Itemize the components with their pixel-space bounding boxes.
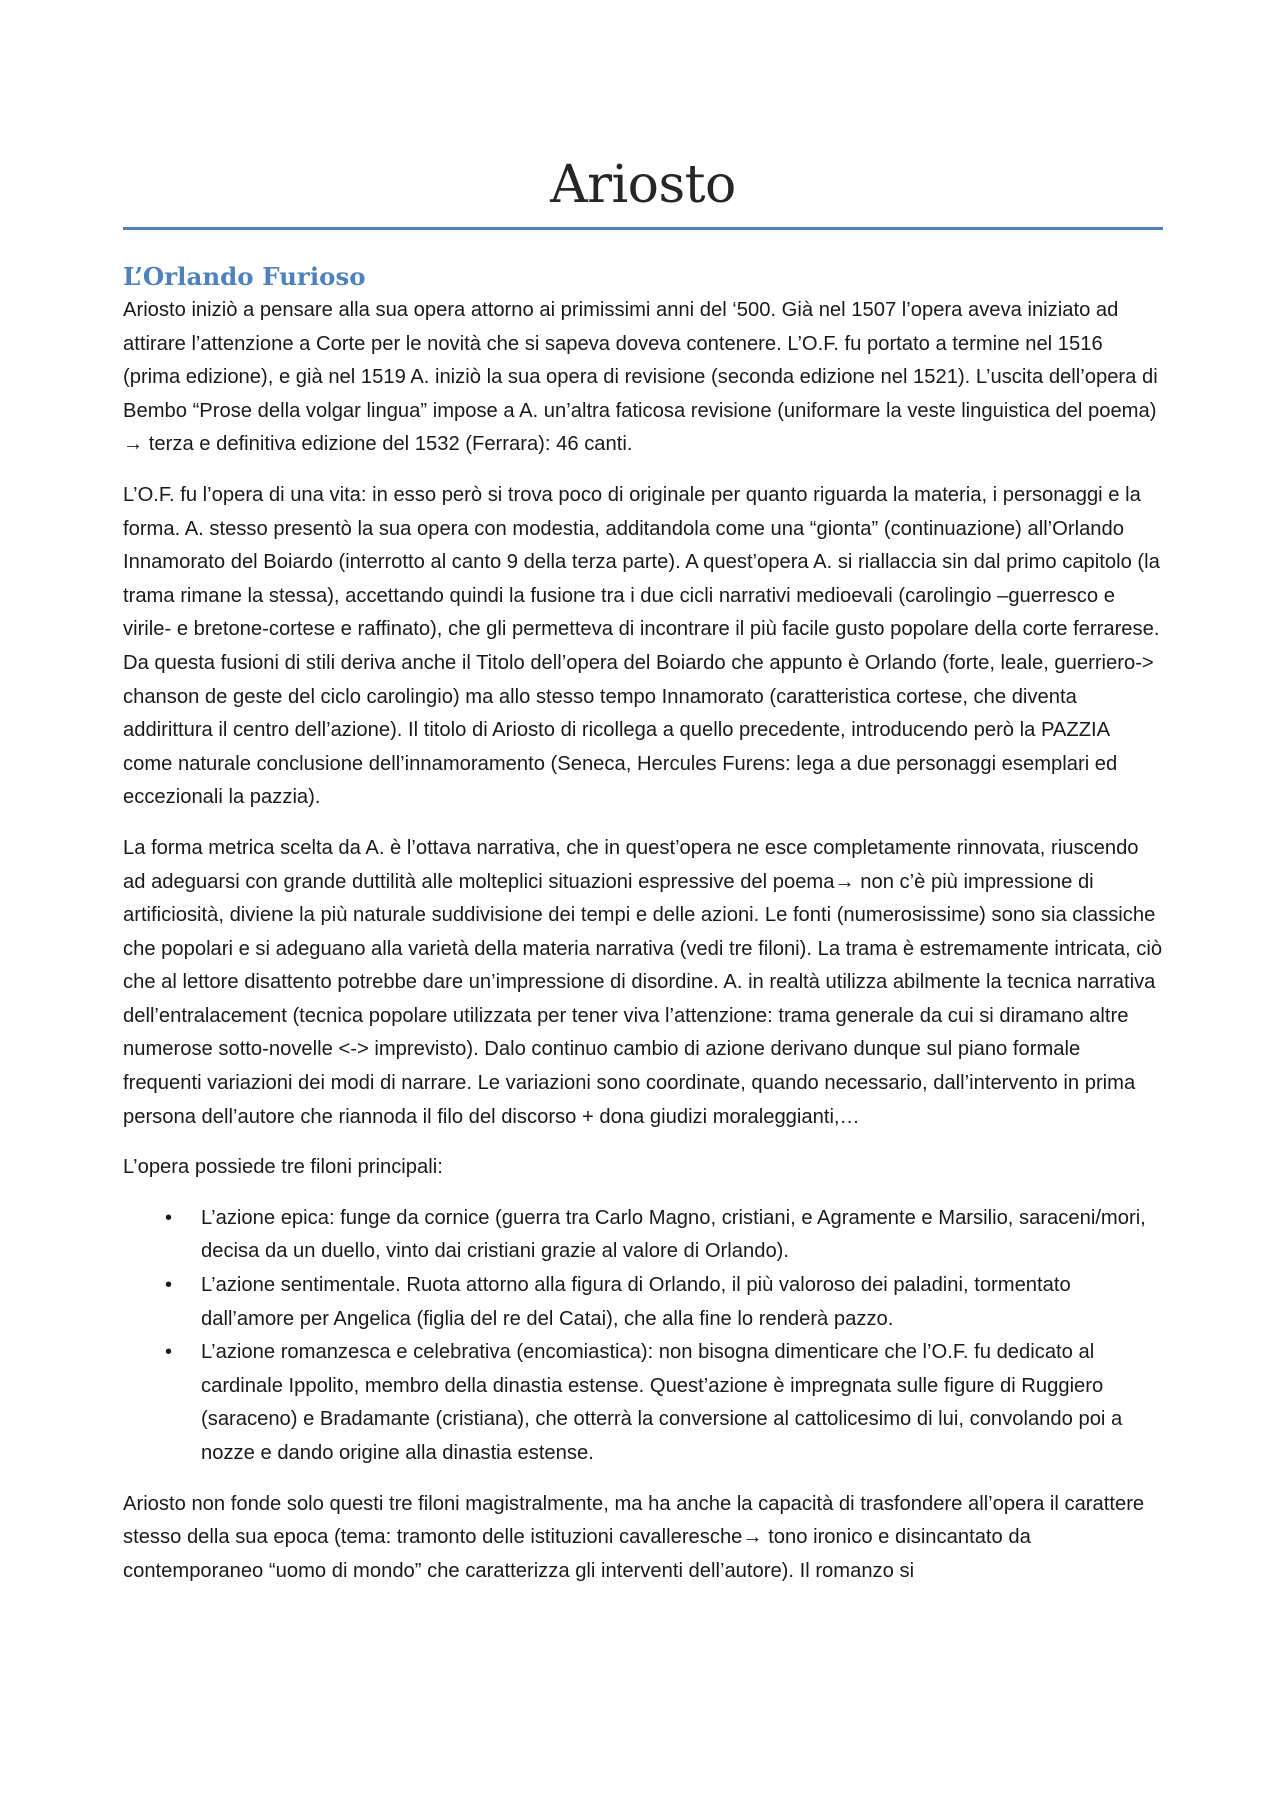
bullet-icon: • — [165, 1206, 173, 1229]
title-underline-rule — [123, 227, 1163, 230]
section-heading: L’Orlando Furioso — [123, 262, 366, 291]
paragraph-editions: Ariosto iniziò a pensare alla sua opera attorno ai primissimi anni del ‘500. Già nel 1507 l’opera aveva iniziato ad attirare l’attenzione a Corte per le novità che si sapeva doveva contenere. L’O.F. fu portato a termine nel 1516 (prima edizione), e già nel 1519 A. iniziò la sua opera di revisione (seconda edizione nel 1521). L’uscita dell’opera di Bembo “Prose della volgar lingua” impose a A. un’altra faticosa revisione (uniformare la veste linguistica del poema) → terza e definitiva edizione del 1532 (Ferrara): 46 canti. — [123, 299, 1158, 456]
list-item-text: L’azione romanzesca e celebrativa (encomiastica): non bisogna dimenticare che l’O.F. fu dedicato al cardinale Ippolito, membro della dinastia estense. Quest’azione è impregnata sulle figure di Ruggiero (saraceno) e Bradamante (cristiana), che otterrà la conversione al cattolicesimo di lui, convolando poi a nozze e dando origine alla dinastia estense. — [201, 1341, 1123, 1464]
list-item — [123, 1269, 1163, 1336]
threads-list — [123, 1202, 1163, 1471]
list-item — [123, 1336, 1163, 1470]
bullet-icon: • — [165, 1341, 173, 1364]
document-title: Ariosto — [550, 155, 736, 215]
bullet-icon: • — [165, 1274, 173, 1297]
paragraph-closing: Ariosto non fonde solo questi tre filoni magistralmente, ma ha anche la capacità di trasfondere all’opera il carattere stesso della sua epoca (tema: tramonto delle istituzioni cavalleresche→ tono ironico e disincantato da contemporaneo “uomo di mondo” che caratterizza gli interventi dell’autore). Il romanzo si — [123, 1492, 1145, 1582]
paragraph-originality: L’O.F. fu l’opera di una vita: in esso però si trova poco di originale per quanto riguarda la materia, i personaggi e la forma. A. stesso presentò la sua opera con modestia, additandola come una “gionta” (continuazione) all’Orlando Innamorato del Boiardo (interrotto al canto 9 della terza parte). A quest’opera A. si riallaccia sin dal primo capitolo (la trama rimane la stessa), accettando quindi la fusione tra i due cicli narrativi medioevali (carolingio –guerresco e virile- e bretone-cortese e raffinato), che gli permetteva di incontrare il più facile gusto popolare della corte ferrarese. Da questa fusioni di stili deriva anche il Titolo dell’opera del Boiardo che appunto è Orlando (forte, leale, guerriero-> chanson de geste del ciclo carolingio) ma allo stesso tempo Innamorato (caratteristica cortese, che diventa addirittura il centro dell’azione). Il titolo di Ariosto di ricollega a quello precedente, introducendo però la PAZZIA come naturale conclusione dell’innamoramento (Seneca, Hercules Furens: lega a due personaggi esemplari ed eccezionali la pazzia). — [123, 483, 1160, 809]
list-item — [123, 1202, 1163, 1269]
document-page — [123, 0, 1163, 1605]
paragraph-threads-intro: L’opera possiede tre filoni principali: — [123, 1156, 443, 1179]
list-item-text: L’azione epica: funge da cornice (guerra tra Carlo Magno, cristiani, e Agramente e Marsilio, saraceni/mori, decisa da un duello, vinto dai cristiani grazie al valore di Orlando). — [201, 1206, 1146, 1263]
paragraph-metric-form: La forma metrica scelta da A. è l’ottava narrativa, che in quest’opera ne esce completamente rinnovata, riuscendo ad adeguarsi con grande duttilità alle molteplici situazioni espressive del poema→ non c’è più impressione di artificiosità, diviene la più naturale suddivisione dei tempi e delle azioni. Le fonti (numerosissime) sono sia classiche che popolari e si adeguano alla varietà della materia narrativa (vedi tre filoni). La trama è estremamente intricata, ciò che al lettore disattento potrebbe dare un’impressione di disordine. A. in realtà utilizza abilmente la tecnica narrativa dell’entralacement (tecnica popolare utilizzata per tener viva l’attenzione: trama generale da cui si diramano altre numerose sotto-novelle <-> imprevisto). Dalo continuo cambio di azione derivano dunque sul piano formale frequenti variazioni dei modi di narrare. Le variazioni sono coordinate, quando necessario, dall’intervento in prima persona dell’autore che riannoda il filo del discorso + dona giudizi moraleggianti,… — [123, 836, 1163, 1128]
list-item-text: L’azione sentimentale. Ruota attorno alla figura di Orlando, il più valoroso dei paladini, tormentato dall’amore per Angelica (figlia del re del Catai), che alla fine lo renderà pazzo. — [201, 1274, 1071, 1330]
